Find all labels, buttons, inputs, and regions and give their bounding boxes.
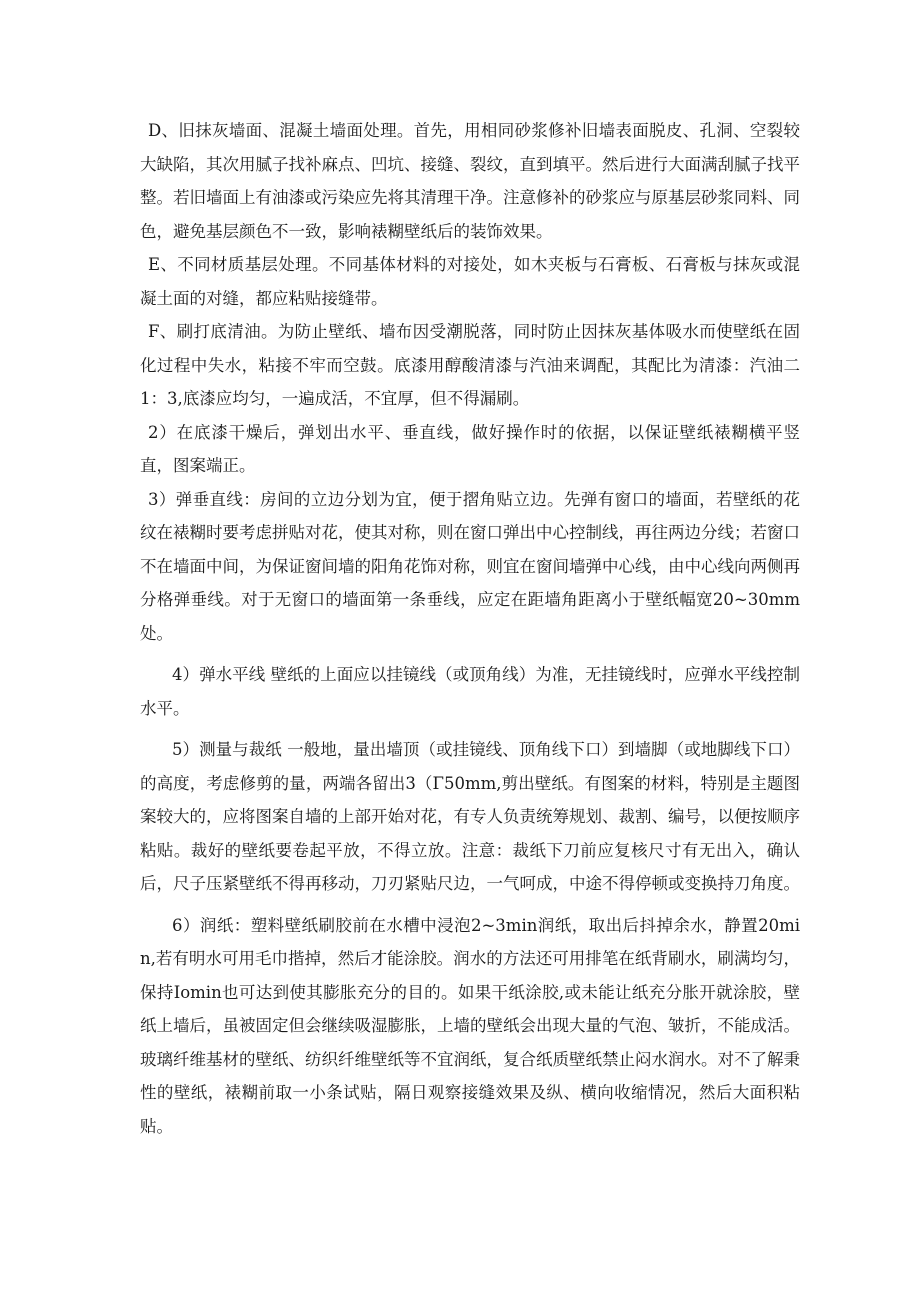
paragraph-f-primer-oil: F、刷打底清油。为防止壁纸、墙布因受潮脱落，同时防止因抹灰基体吸水而使壁纸在固化过程中失水，粘接不牢而空鼓。底漆用醇酸清漆与汽油来调配，其配比为清漆：汽油二1：3,底漆应均匀，一遍成活，不宜厚，但不得漏刷。: [140, 322, 800, 408]
paragraph-3-vertical-line: 3）弹垂直线：房间的立边分划为宜，便于摺角贴立边。先弹有窗口的墙面，若壁纸的花纹在裱糊时要考虑拼贴对花，使其对称，则在窗口弹出中心控制线，再往两边分线；若窗口不在墙面中间，为保证窗间墙的阳角花饰对称，则宜在窗间墙弹中心线，由中心线向两侧再分格弹垂线。对于无窗口的墙面第一条垂线，应定在距墙角距离小于壁纸幅宽20~30mm处。: [140, 489, 800, 643]
paragraph-5-measure-cut: 5）测量与裁纸 一般地，量出墙顶（或挂镜线、顶角线下口）到墙脚（或地脚线下口）的高度，考虑修剪的量，两端各留出3（Γ50mm,剪出壁纸。有图案的材料，特别是主题图案较大的，应将图案自墙的上部开始对花，有专人负责统筹规划、裁割、编号，以便按顺序粘贴。裁好的壁纸要卷起平放，不得立放。注意：裁纸下刀前应复核尺寸有无出入，确认后，尺子压紧壁纸不得再移动，刀刃紧贴尺边，一气呵成，中途不得停顿或变换持刀角度。: [140, 740, 800, 893]
paragraph-2-line-marking: 2）在底漆干燥后，弹划出水平、垂直线，做好操作时的依据，以保证壁纸裱糊横平竖直，图案端正。: [140, 422, 800, 475]
paragraph-e-different-substrate: E、不同材质基层处理。不同基体材料的对接处，如木夹板与石膏板、石膏板与抹灰或混凝土面的对缝，都应粘贴接缝带。: [140, 255, 800, 308]
paragraph-4-horizontal-line: 4）弹水平线 壁纸的上面应以挂镜线（或顶角线）为准，无挂镜线时，应弹水平线控制水平。: [140, 665, 800, 718]
paragraph-d-old-wall-treatment: D、旧抹灰墙面、混凝土墙面处理。首先，用相同砂浆修补旧墙表面脱皮、孔洞、空裂较大缺陷，其次用腻子找补麻点、凹坑、接缝、裂纹，直到填平。然后进行大面满刮腻子找平整。若旧墙面上有油漆或污染应先将其清理干净。注意修补的砂浆应与原基层砂浆同料、同色，避免基层颜色不一致，影响裱糊壁纸后的装饰效果。: [140, 121, 800, 241]
paragraph-6-wetting-paper: 6）润纸：塑料壁纸刷胶前在水槽中浸泡2~3min润纸，取出后抖掉余水，静置20min,若有明水可用毛巾揩掉，然后才能涂胶。润水的方法还可用排笔在纸背刷水，刷满均匀，保持Iomin也可达到使其膨胀充分的目的。如果干纸涂胶,或未能让纸充分胀开就涂胶，壁纸上墙后，虽被固定但会继续吸湿膨胀，上墙的壁纸会出现大量的气泡、皱折，不能成活。玻璃纤维基材的壁纸、纺织纤维壁纸等不宜润纸，复合纸质壁纸禁止闷水润水。对不了解秉性的壁纸，裱糊前取一小条试贴，隔日观察接缝效果及纵、横向收缩情况，然后大面积粘贴。: [140, 915, 800, 1136]
document-body: [140, 114, 800, 1143]
